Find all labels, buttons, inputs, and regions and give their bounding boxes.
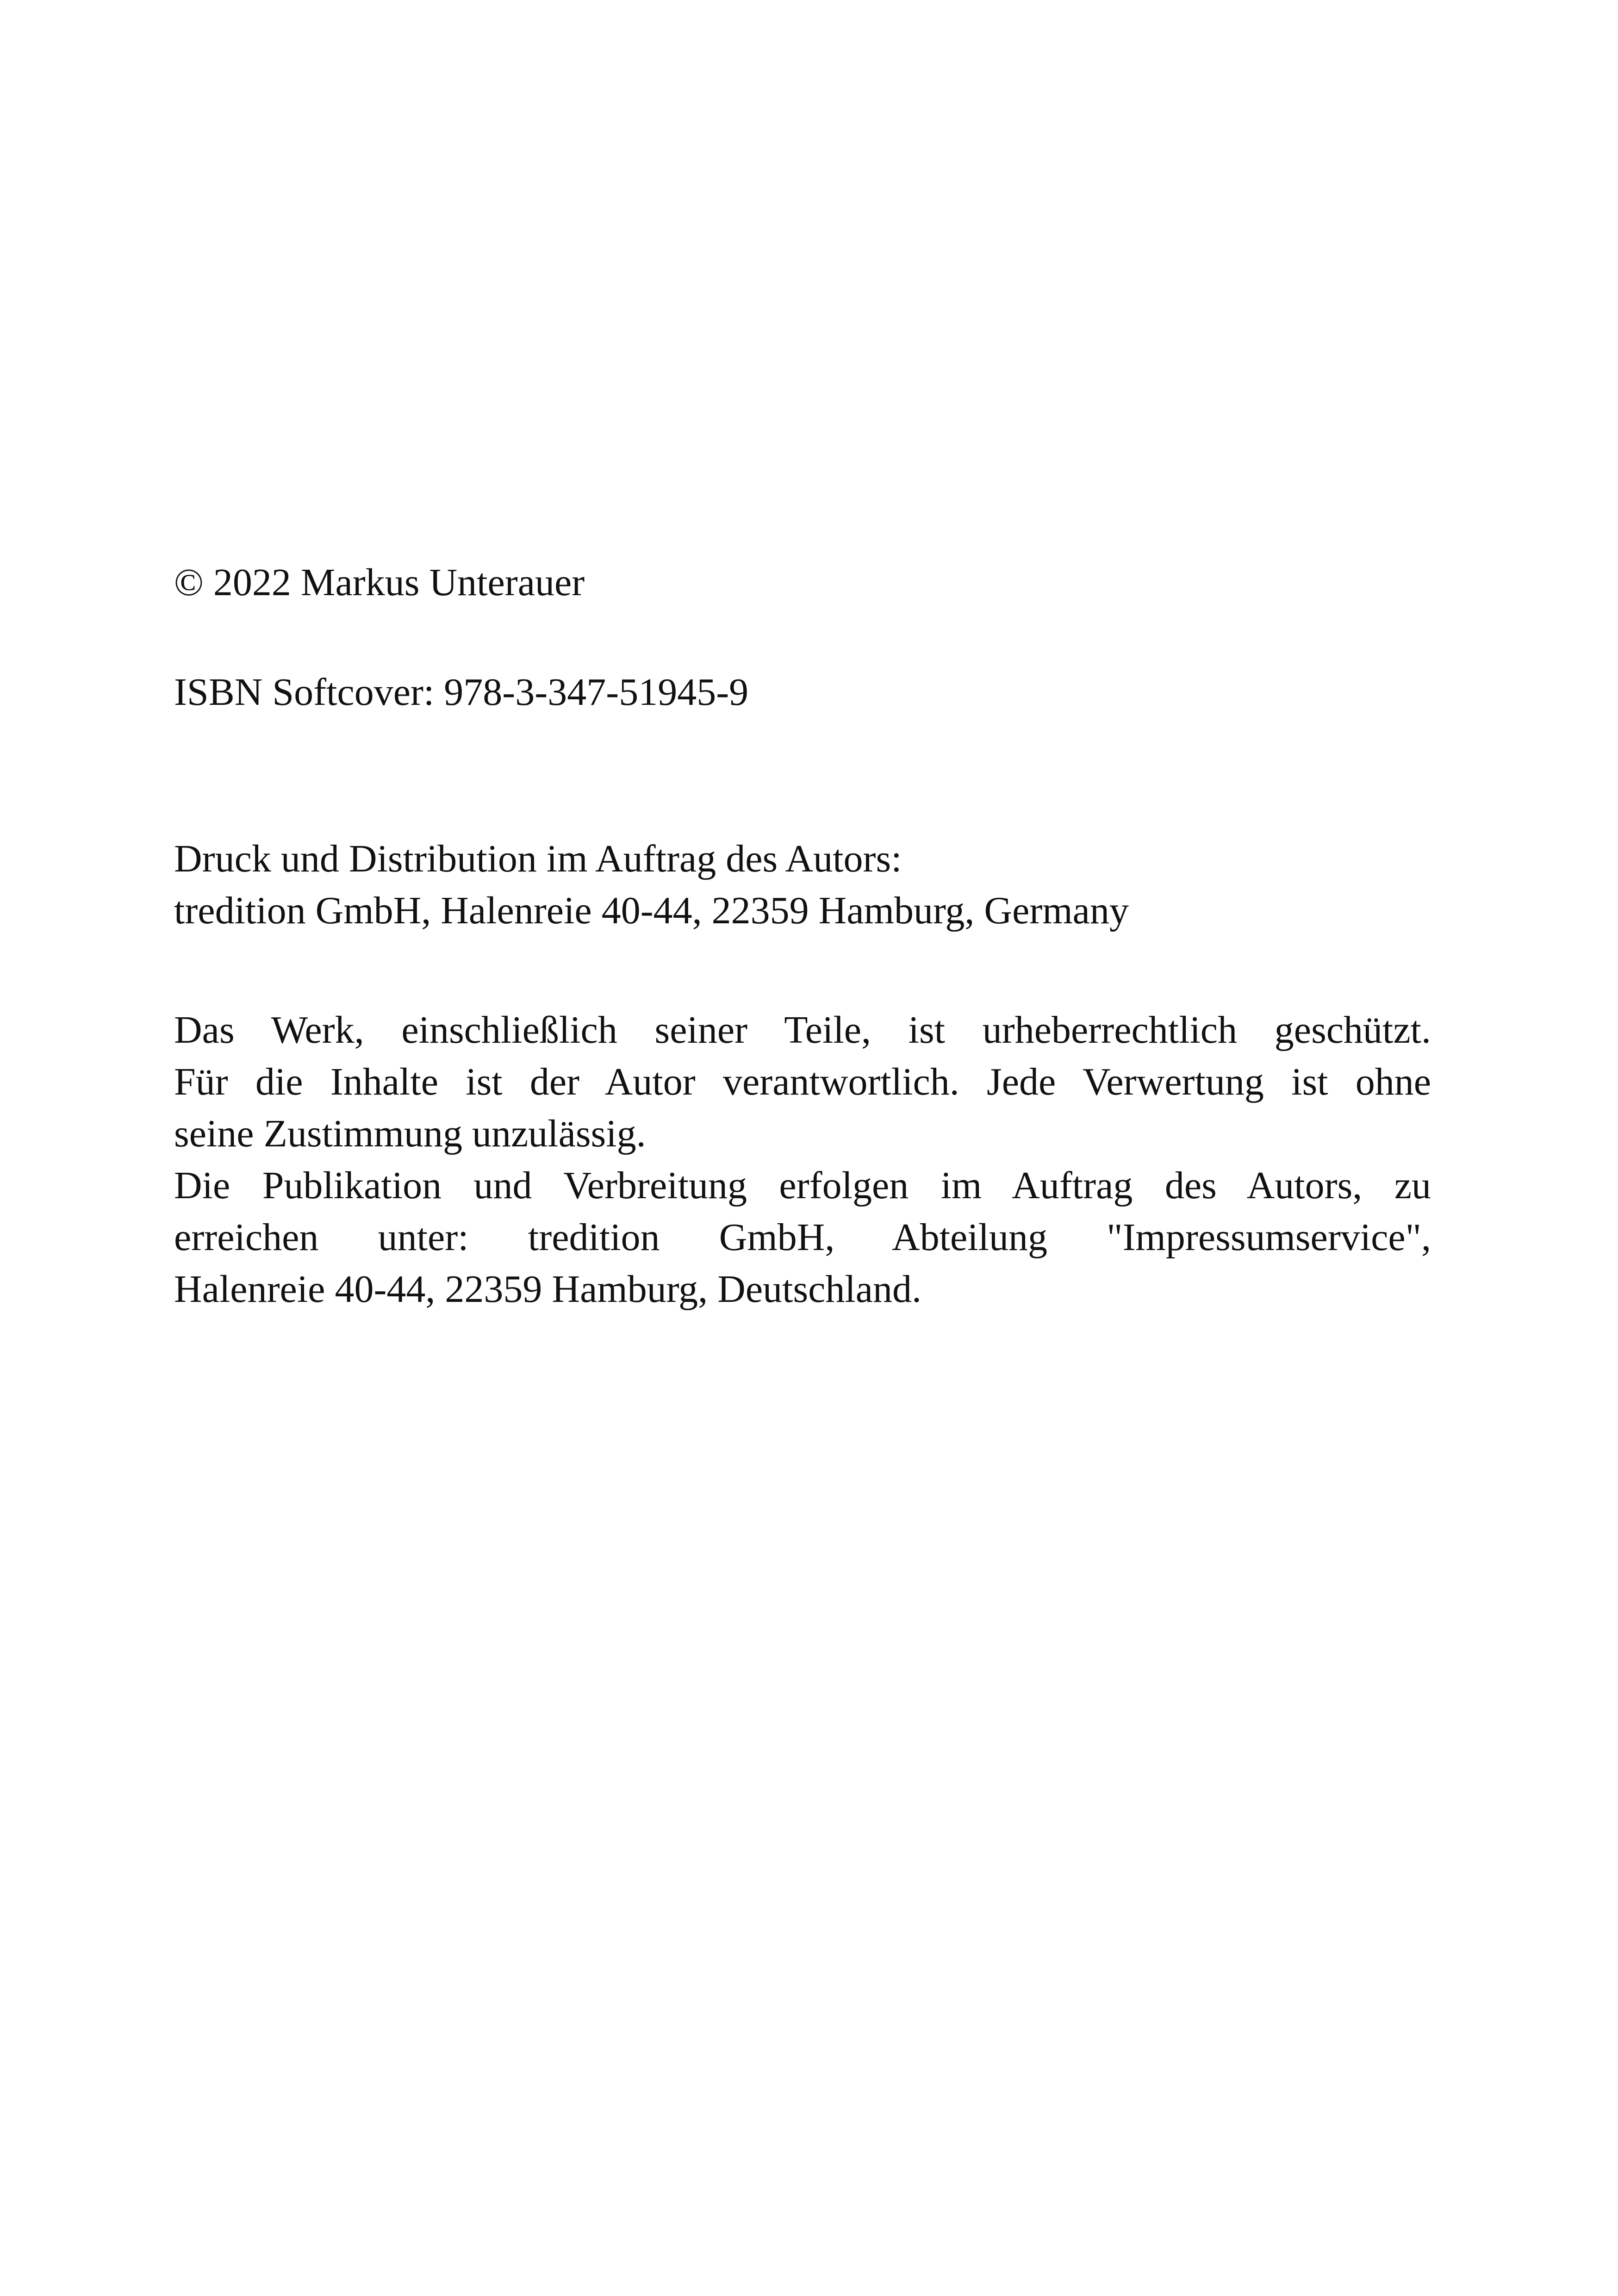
legal-notice-line-1: Das Werk, einschließlich seiner Teile, ist urheberrechtlich geschützt. [174, 1008, 1431, 1052]
legal-notice-line-2: Für die Inhalte ist der Autor verantwortlich. Jede Verwertung ist ohne [174, 1060, 1431, 1103]
legal-notice-line-3: seine Zustimmung unzulässig. [174, 1112, 646, 1155]
distribution-line-2: tredition GmbH, Halenreie 40-44, 22359 Hamburg, Germany [174, 889, 1129, 932]
distribution-line-1: Druck und Distribution im Auftrag des Autors: [174, 837, 902, 880]
legal-notice-block [174, 1004, 1431, 1315]
legal-notice-line-4: Die Publikation und Verbreitung erfolgen im Auftrag des Autors, zu [174, 1164, 1431, 1207]
isbn-line: ISBN Softcover: 978-3-347-51945-9 [174, 671, 749, 714]
legal-notice-line-5: erreichen unter: tredition GmbH, Abteilung "Impressumservice", [174, 1216, 1431, 1259]
isbn-block [174, 666, 1431, 718]
distribution-block [174, 833, 1431, 937]
copyright-line: © 2022 Markus Unterauer [174, 561, 585, 604]
copyright-block [174, 557, 1431, 609]
legal-notice-line-6: Halenreie 40-44, 22359 Hamburg, Deutschland. [174, 1268, 922, 1311]
